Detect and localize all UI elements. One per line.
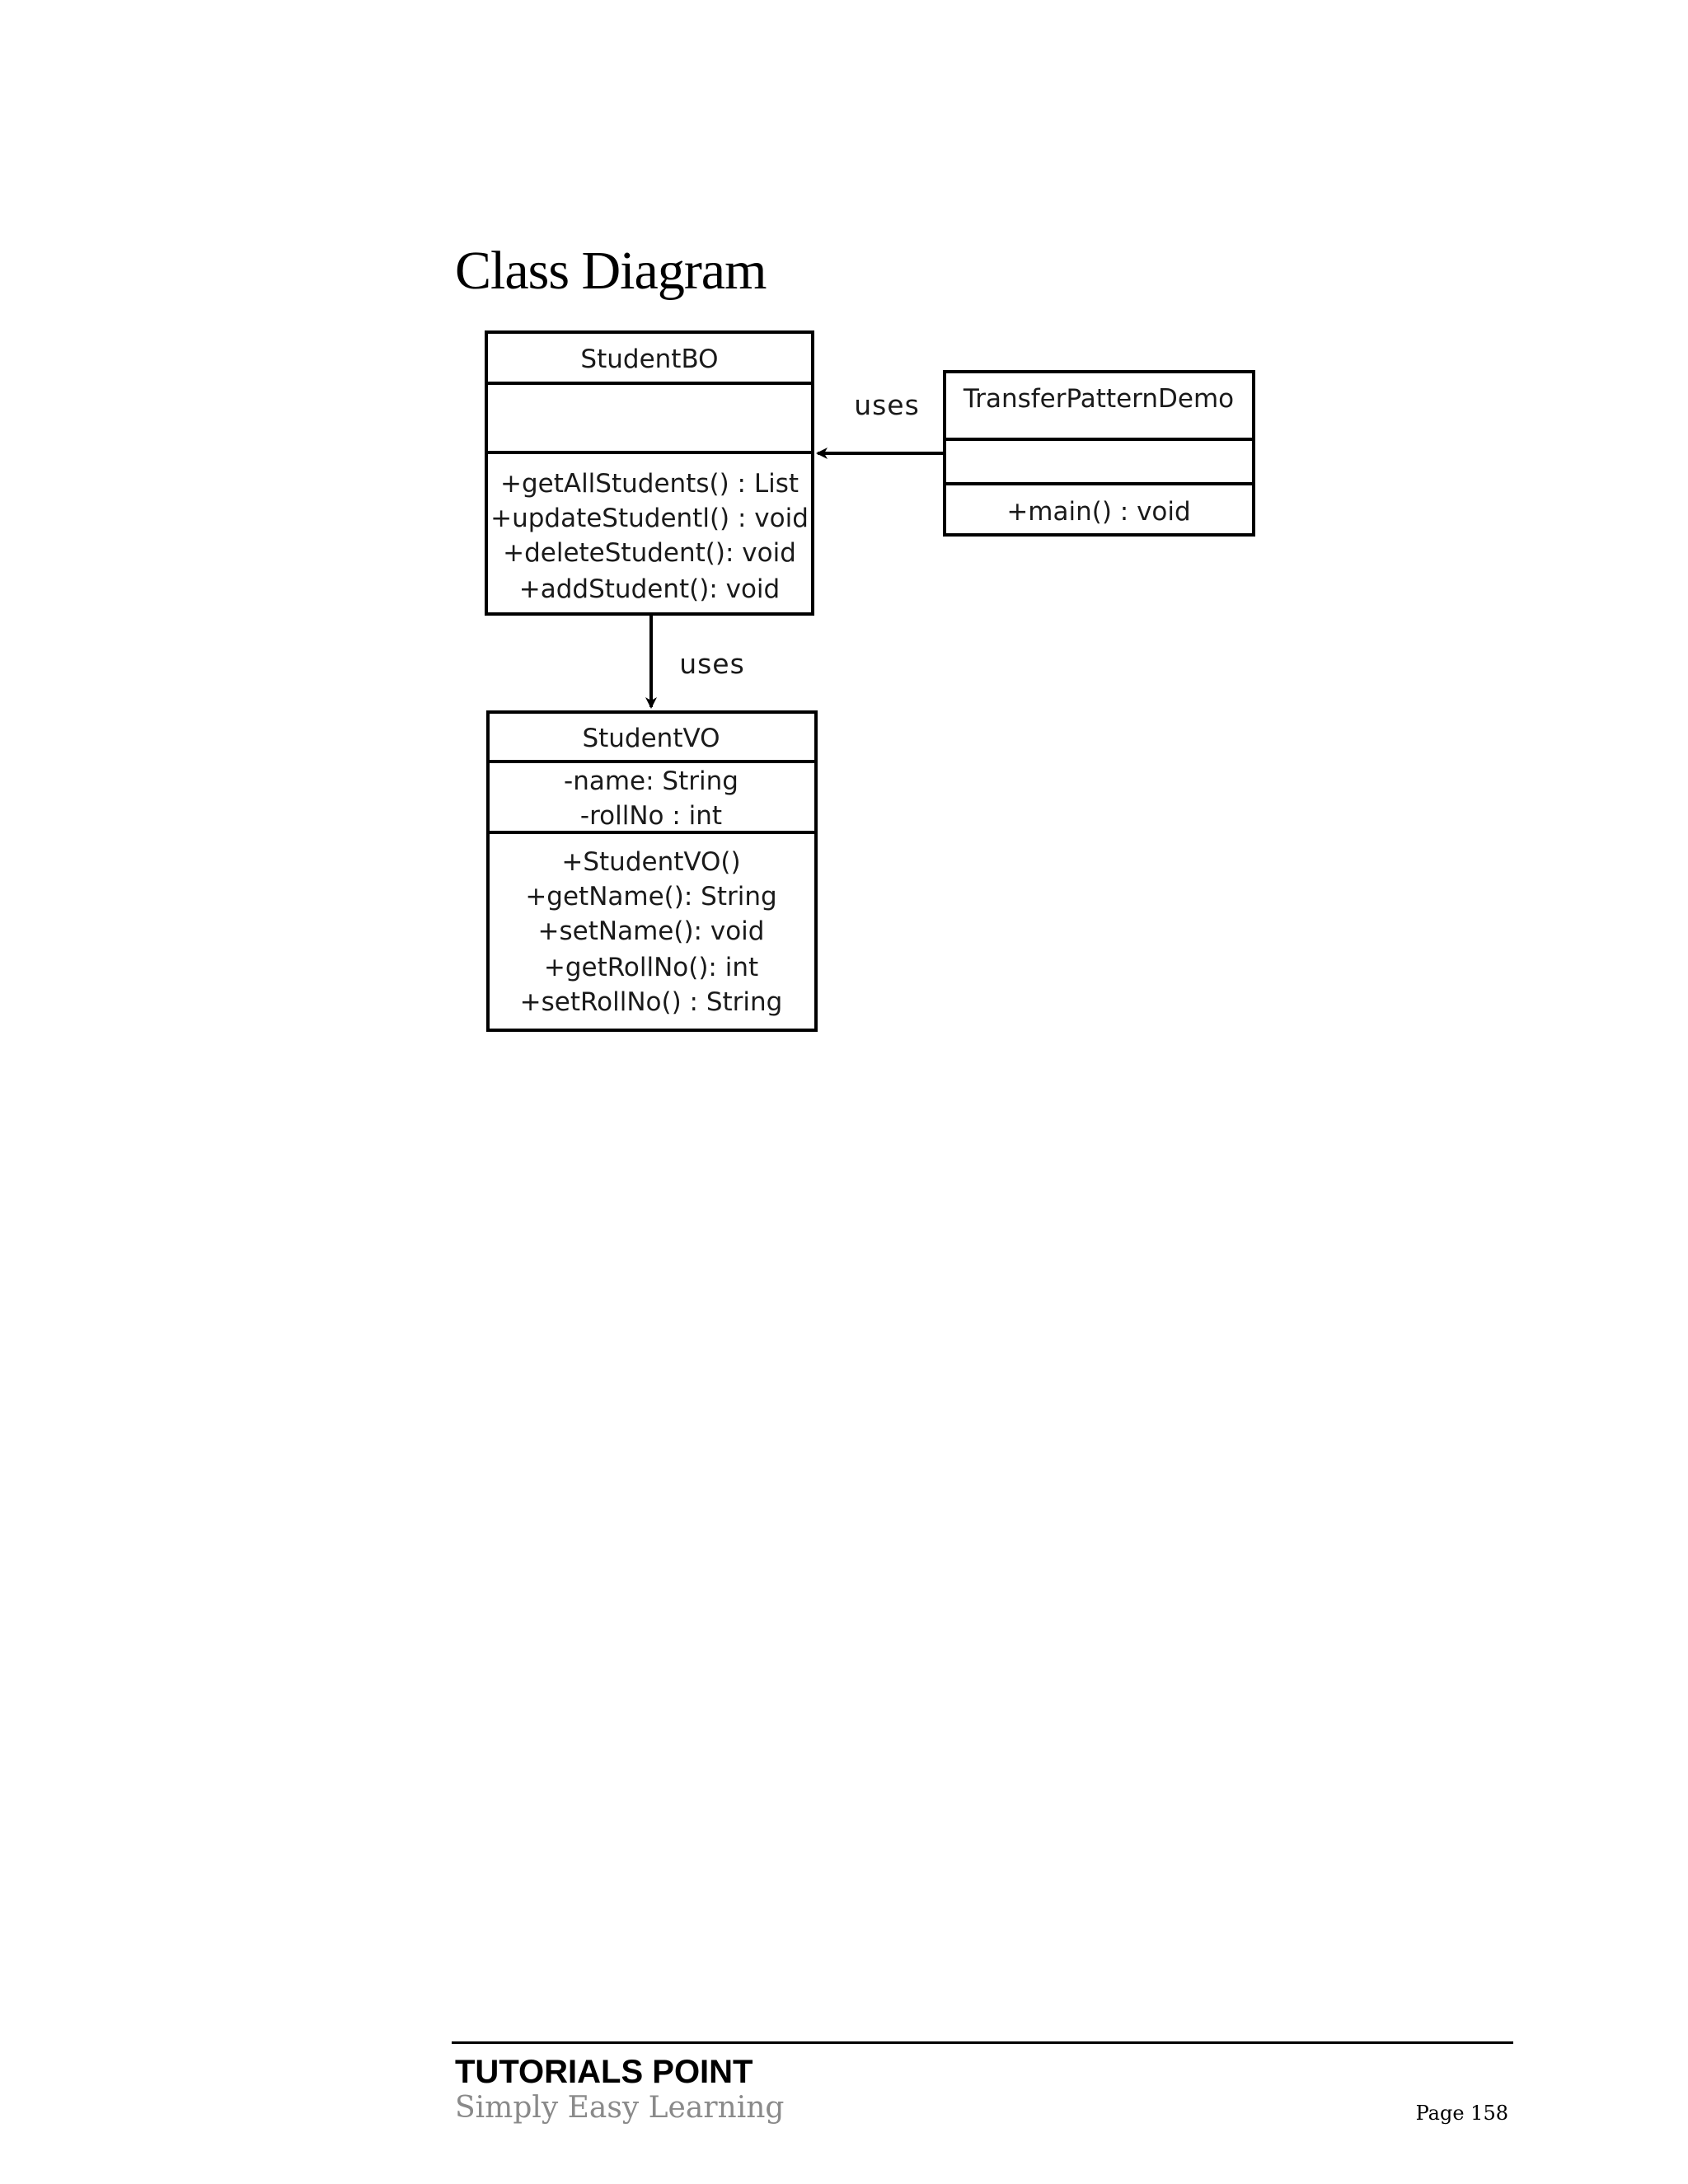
method-row: +getRollNo(): int bbox=[543, 953, 759, 982]
method-row: +updateStudentl() : void bbox=[490, 504, 809, 533]
relation-label: uses bbox=[854, 389, 920, 421]
method-row: +getAllStudents() : List bbox=[499, 469, 799, 499]
relation-demo-uses-bo bbox=[818, 389, 945, 453]
footer-tagline: Simply Easy Learning bbox=[455, 2091, 785, 2125]
relation-bo-uses-vo bbox=[651, 614, 745, 707]
footer-divider bbox=[452, 2041, 1513, 2044]
page-number: Page 158 bbox=[1415, 2102, 1508, 2125]
footer-brand: TUTORIALS POINT bbox=[455, 2054, 753, 2090]
class-box-student-bo bbox=[486, 332, 813, 614]
class-name-student-bo: StudentBO bbox=[580, 344, 719, 374]
class-box-student-vo bbox=[488, 712, 816, 1030]
class-diagram bbox=[0, 0, 1688, 1071]
attribute-row: -name: String bbox=[564, 766, 738, 796]
relation-label: uses bbox=[679, 648, 745, 680]
method-row: +setRollNo() : String bbox=[519, 987, 783, 1017]
method-row: +deleteStudent(): void bbox=[503, 538, 796, 568]
class-name-student-vo: StudentVO bbox=[582, 724, 720, 753]
page-heading: Class Diagram bbox=[455, 241, 767, 301]
method-row: +StudentVO() bbox=[561, 847, 741, 877]
method-row: +getName(): String bbox=[525, 882, 777, 912]
class-name-transfer-pattern-demo: TransferPatternDemo bbox=[963, 384, 1235, 414]
method-row: +setName(): void bbox=[537, 916, 765, 946]
method-row: +addStudent(): void bbox=[518, 574, 781, 604]
method-row: +main() : void bbox=[1006, 497, 1191, 527]
attribute-row: -rollNo : int bbox=[579, 801, 723, 831]
class-box-transfer-pattern-demo bbox=[945, 372, 1254, 535]
